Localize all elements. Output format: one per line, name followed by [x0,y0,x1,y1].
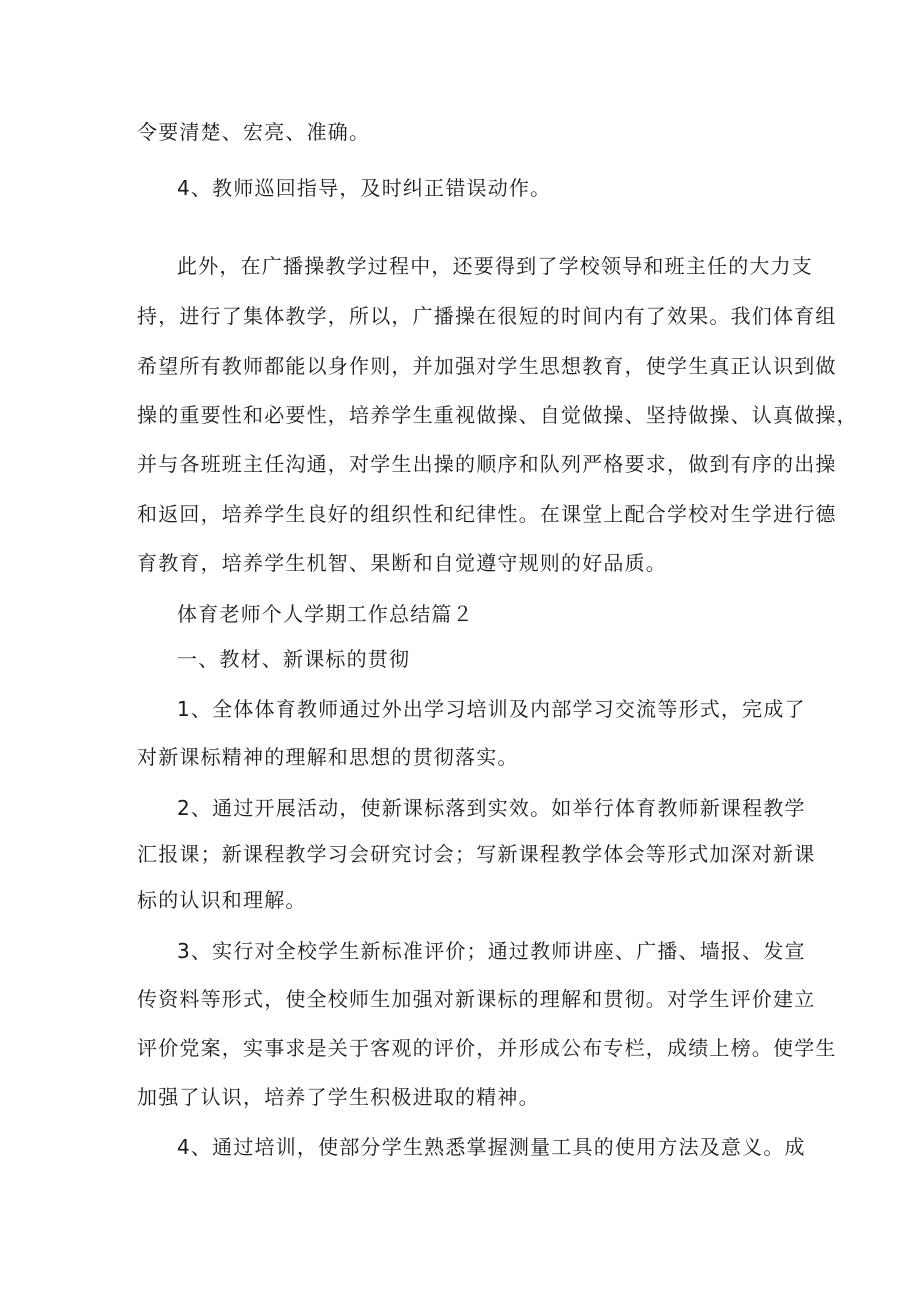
text-line: 传资料等形式，使全校师生加强对新课标的理解和贯彻。对学生评价建立 [137,987,816,1011]
text-line: 令要清楚、宏亮、准确。 [137,120,371,144]
text-line: 希望所有教师都能以身作则，并加强对学生思想教育，使学生真正认识到做 [137,354,837,378]
text-line: 4、通过培训，使部分学生熟悉掌握测量工具的使用方法及意义。成 [177,1135,806,1159]
text-line: 和返回，培养学生良好的组织性和纪律性。在课堂上配合学校对生学进行德 [137,502,837,526]
text-line: 此外，在广播操教学过程中，还要得到了学校领导和班主任的大力支 [177,254,813,278]
text-line: 标的认识和理解。 [137,888,307,912]
text-line: 操的重要性和必要性，培养学生重视做操、自觉做操、坚持做操、认真做操， [137,403,858,427]
text-line: 持，进行了集体教学，所以，广播操在很短的时间内有了效果。我们体育组 [137,304,837,328]
text-line: 3、实行对全校学生新标准评价；通过教师讲座、广播、墙报、发宣 [177,939,806,963]
text-line: 4、教师巡回指导，及时纠正错误动作。 [177,176,552,200]
text-line: 并与各班班主任沟通，对学生出操的顺序和队列严格要求，做到有序的出操 [137,452,837,476]
subsection-heading: 一、教材、新课标的贯彻 [177,647,411,671]
text-line: 评价党案，实事求是关于客观的评价，并形成公布专栏，成绩上榜。使学生 [137,1036,837,1060]
section-heading: 体育老师个人学期工作总结篇２ [177,602,474,626]
text-line: 加强了认识，培养了学生积极进取的精神。 [137,1085,540,1109]
text-line: 对新课标精神的理解和思想的贯彻落实。 [137,745,519,769]
text-line: 1、全体体育教师通过外出学习培训及内部学习交流等形式，完成了 [177,697,806,721]
text-line: 2、通过开展活动，使新课标落到实效。如举行体育教师新课程教学 [177,796,806,820]
text-line: 育教育，培养学生机智、果断和自觉遵守规则的好品质。 [137,551,667,575]
text-line: 汇报课；新课程教学习会研究讨会；写新课程教学体会等形式加深对新课 [137,842,816,866]
